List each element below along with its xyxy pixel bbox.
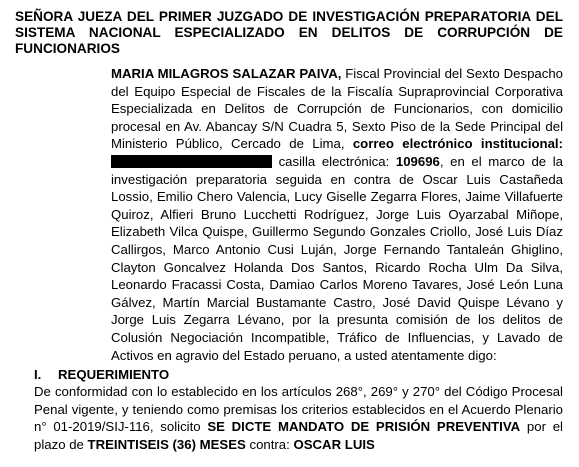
section-bold-3: OSCAR LUIS [293, 436, 375, 452]
heading-line-3: FUNCIONARIOS [15, 41, 120, 56]
casilla-number: 109696 [395, 153, 440, 169]
heading-line-2: SISTEMA NACIONAL ESPECIALIZADO EN DELITOS DE CORRUPCIÓN DE [15, 25, 563, 40]
intro-paragraph [111, 65, 563, 364]
section-bold-1: SE DICTE MANDATO DE PRISIÓN PREVENTIVA [207, 419, 521, 435]
section-text-1: De conformidad con lo establecido en los artículos 268°, 269° y 270° del Código Procesal Penal vigente, y teniendo como premisas los criterios establecidos en el Acuerdo Plenario n° 01-2019/SIJ-116, solicito [34, 384, 563, 435]
document-heading [15, 9, 563, 57]
email-label: correo electrónico institucional: [352, 136, 563, 152]
section-number: I. [34, 367, 42, 382]
intro-text-1: Fiscal Provincial del Sexto Despacho del Equipo Especial de Fiscales de la Fiscalía Supraprovincial Corporativa Especializada en Delitos de Corrupción de Funcionarios, con domicilio procesal en Av. Abancay S/N Cuadra 5, Sexto Piso de la Sede Principal del Ministerio Público, Cercado de Lima, [111, 66, 563, 152]
section-paragraph [34, 383, 563, 453]
prosecutor-name: MARIA MILAGROS SALAZAR PAIVA, [111, 66, 342, 81]
section-heading [34, 366, 169, 383]
section-text-2: por el plazo de [34, 419, 563, 452]
section-text-3: contra: [245, 436, 294, 452]
section-bold-2: TREINTISEIS (36) MESES [87, 436, 246, 452]
redacted-email-block [111, 155, 272, 168]
section-title: REQUERIMIENTO [58, 367, 170, 382]
intro-text-3: , en el marco de la investigación preparatoria seguida en contra de Oscar Luis Castañeda Lossio, Emilio Chero Valencia, Lucy Giselle Zegarra Flores, Jaime Villafuerte Quiroz, Alfieri Bruno Lucchetti Rodríguez, Jorge Luis Oyarzabal Miñope, Elizabeth Vilca Quispe, Guillermo Segundo Gonzales Criollo, José Luis Díaz Callirgos, Marco Antonio Cusi Luján, Jorge Fernando Tantaleán Ghiglino, Clayton Goncalvez Holanda Dos Santos, Ricardo Rocha Ulm Da Silva, Leonardo Fracassi Costa, Damiao Carlos Moreno Tavares, José León Luna Gálvez, Martín Marcial Bustamante Castro, José David Quispe Lévano y Jorge Luis Zegarra Lévano, por la presunta comisión de los delitos de Colusión Negociación Incompatible, Tráfico de Influencias, y Lavado de Activos en agravio del Estado peruano, a usted atentamente digo: [111, 153, 563, 363]
heading-line-1: SEÑORA JUEZA DEL PRIMER JUZGADO DE INVESTIGACIÓN PREPARATORIA DEL [15, 9, 563, 24]
intro-text-2: casilla electrónica: [272, 153, 396, 169]
